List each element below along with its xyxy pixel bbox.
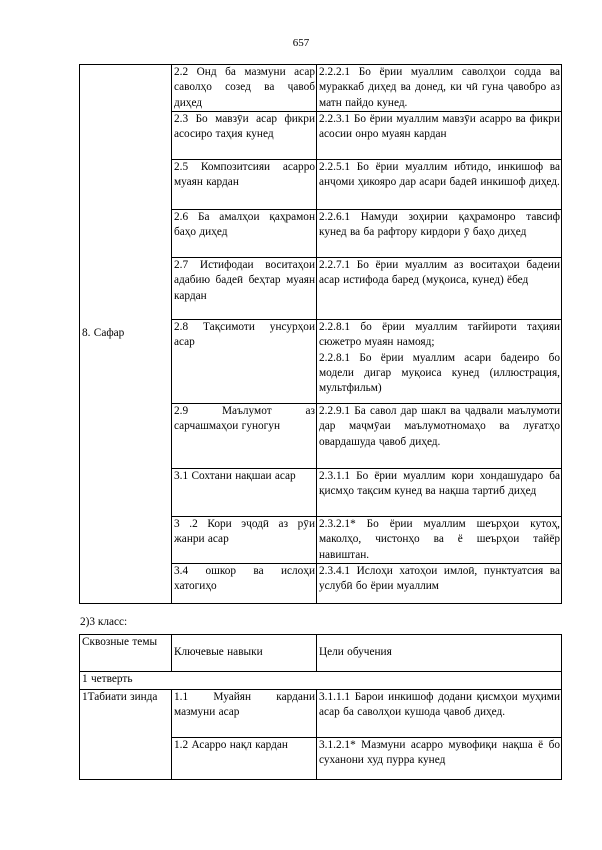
- skill-cell: 3.1 Сохтани нақшаи асар: [172, 469, 317, 517]
- goal-cell: 2.3.4.1 Ислоҳи хатоҳои имлоӣ, пунктуатсия ва услубӣ бо ёрии муаллим: [317, 564, 562, 604]
- goal-cell: [317, 320, 562, 404]
- page-number: 657: [292, 37, 310, 49]
- skill-cell: 2.7 Истифодаи воситаҳои адабию бадеӣ беҳтар муаян кардан: [172, 258, 317, 320]
- skill-cell: 2.9 Маълумот аз сарчашмаҳои гуногун: [172, 404, 317, 469]
- goal-cell: 2.2.7.1 Бо ёрии муаллим аз воситаҳои бадеии асар истифода баред (муқоиса, кунед) ёбед: [317, 258, 562, 320]
- topic-cell: 8. Сафар: [80, 65, 172, 604]
- goal-cell: 3.1.2.1* Мазмуни асарро мувофиқи нақша ё бо суханони худ пурра кунед: [317, 738, 562, 780]
- goal-cell: 2.2.3.1 Бо ёрии муаллим мавзӯи асарро ва фикри асосии онро муаян кардан: [317, 112, 562, 160]
- header-row: [80, 635, 562, 672]
- topic-cell: 1Табиати зинда: [80, 690, 172, 780]
- goal-cell: 2.3.1.1 Бо ёрии муаллим кори хондашударо ба қисмҳо тақсим кунед ва нақша тартиб диҳед: [317, 469, 562, 517]
- goal-cell: 2.2.2.1 Бо ёрии муаллим саволҳои содда ва мураккаб диҳед ва донед, ки чӣ гуна ҷавобро аз матн пайдо кунед.: [317, 65, 562, 112]
- goal-text: 2.2.8.1 бо ёрии муаллим тағйироти таҳияи сюжетро муаян намояд;: [319, 321, 560, 349]
- header-cell: Цели обучения: [317, 635, 562, 672]
- goal-cell: 3.1.1.1 Барои инкишоф додани қисмҳои муҳими асар ба саволҳои кушода ҷавоб диҳед.: [317, 690, 562, 738]
- goal-text: 2.2.8.1 Бо ёрии муаллим асари бадеиро бо модели дигар муқоиса кунед (иллюстрация, мультфильм): [319, 351, 560, 395]
- quarter-row: [80, 672, 562, 690]
- table-row: [80, 690, 562, 738]
- goal-cell: 2.2.5.1 Бо ёрии муаллим ибтидо, инкишоф ва анҷоми ҳикояро дар асари бадеӣ инкишоф диҳед.: [317, 160, 562, 210]
- goal-cell: 2.2.6.1 Намуди зоҳирии қаҳрамонро тавсиф кунед ва ба рафтору кирдори ӯ баҳо диҳед: [317, 210, 562, 258]
- skill-cell: 2.8 Тақсимоти унсурҳои асар: [172, 320, 317, 404]
- skill-cell: 2.5 Композитсияи асарро муаян кардан: [172, 160, 317, 210]
- quarter-cell: 1 четверть: [80, 672, 562, 690]
- table-row: [80, 65, 562, 112]
- skill-cell: 2.3 Бо мавзӯи асар фикри асосиро таҳия кунед: [172, 112, 317, 160]
- header-cell: Ключевые навыки: [172, 635, 317, 672]
- skill-cell: 2.2 Онд ба мазмуни асар саволҳо созед ва ҷавоб диҳед: [172, 65, 317, 112]
- skill-cell: 1.1 Муайян кардани мазмуни асар: [172, 690, 317, 738]
- goal-cell: 2.2.9.1 Ба савол дар шакл ва ҷадвали маълумоти дар маҷмӯаи маълумотномаҳо ва луғатҳо овардашуда ҷавоб диҳед.: [317, 404, 562, 469]
- skill-cell: 3.4 ошкор ва ислоҳи хатогиҳо: [172, 564, 317, 604]
- skill-cell: 3 .2 Кори эҷодӣ аз рӯи жанри асар: [172, 517, 317, 564]
- skill-cell: 1.2 Асарро нақл кардан: [172, 738, 317, 780]
- goal-cell: 2.3.2.1* Бо ёрии муаллим шеърҳои кутоҳ, маколҳо, чистонҳо ва ё шеърҳои тайёр навиштан.: [317, 517, 562, 564]
- section-label: 2)3 класс:: [80, 616, 128, 628]
- curriculum-table-grade3: [79, 634, 562, 780]
- header-cell: Сквозные темы: [80, 635, 172, 672]
- curriculum-table-grade2: [79, 64, 562, 604]
- skill-cell: 2.6 Ба амалҳои қаҳрамон баҳо диҳед: [172, 210, 317, 258]
